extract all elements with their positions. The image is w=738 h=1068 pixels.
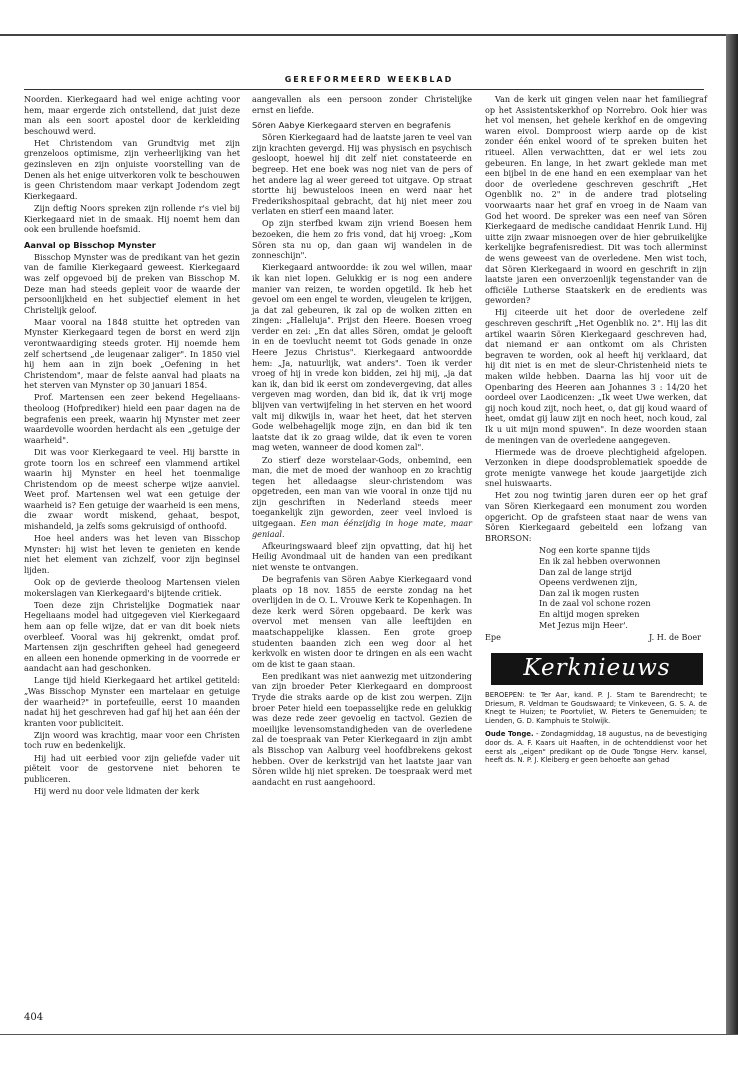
signature-line (485, 632, 707, 643)
top-rule (0, 34, 738, 36)
news-text: te Ter Aar, kand. P. J. Stam te Barendrecht; te Driesum, R. Veldman te Goudswaard; te Vinkeveen, G. S. A. de Knegt te Huizen; te Poortvliet, W. Pieters te Genemuiden; te Lienden, G. D. Kamphuis te Stolwijk. (485, 690, 707, 726)
paragraph: Zijn woord was krachtig, maar voor een Christen toch ruw en bedenkelijk. (24, 729, 240, 751)
news-item (485, 691, 707, 726)
paragraph: Een predikant was niet aanwezig met uitzondering van zijn broeder Peter Kierkegaard en domproost Tryde die straks aarde op de kist zou werpen. Zijn broer Peter hield een toepasselijke rede en gelukkig was deze rede zeer gevoelig en tactvol. Gezien de moeilijke levensomstandigheden van de overledene zal de toespraak van Peter Kierkegaard in zijn ambt als Bisschop van Aalburg veel hoofdbrekens gekost hebben. Over de kerkstrijd van het laatste jaar van Sören wilde hij niet spreken. De toespraak werd met aandacht en rust aangehoord. (252, 670, 472, 787)
page-edge-shadow (726, 34, 738, 1034)
news-text: - Zondagmiddag, 18 augustus, na de bevestiging door ds. A. F. Kaars uit Haaften, in de ochtenddienst voor het eerst als „eigen" predikant op de Oude Tongse Herv. kansel, heeft ds. N. P. J. Kleiberg er geen behoefte aan gehad (485, 729, 707, 765)
paragraph: Hiermede was de droeve plechtigheid afgelopen. Verzonken in diepe doodsproblematiek spoedde de grote menigte vanwege het koude jaargetijde zich snel huiswaarts. (485, 446, 707, 489)
paragraph: Hij had uit eerbied voor zijn geliefde vader uit piëteit voor de gestorvene niet behoren te publiceren. (24, 752, 240, 784)
paragraph: Van de kerk uit gingen velen naar het familiegraf op het Assistentskerkhof op Norrebro. Ook hier was het vol mensen, het gehele kerkhof en de omgeving waren eivol. Domproost wierp aarde op de kist zonder één enkel woord of te spreken buiten het ritueel. Allen verwachtten, dat er wel iets zou gebeuren. En lange, in het zwart geklede man met een bijbel in de ene hand en een exemplaar van het door de overledene geschreven geschrift „Het Ogenblik no. 2" in de andere trad plotseling voorwaarts naar het graf en vroeg in de Naam van God het woord. De spreker was een neef van Sören Kierkegaard de medische candidaat Henrik Lund. Hij uitte zijn zwaar misnoegen over de hier gebruikelijke kerkelijke begrafenisrediest. Dit was toch allerminst de wens geweest van de overledene. Men wist toch, dat Sören Kierkegaard in woord en geschrift in zijn laatste jaren een onverzoenlijk tegenstander van de officiële Lutherse Staatskerk en de eredients was geworden? (485, 94, 707, 306)
signature-place: Epe (485, 632, 501, 643)
paragraph: Dit was voor Kierkegaard te veel. Hij barstte in grote toorn los en schreef een vlammend artikel waarin hij Mynster en heel het toenmalige Christendom op de meest scherpe wijze aanviel. Weet prof. Martensen wel wat een getuige der waarheid is? Een getuige der waarheid is een mens, die zwaar wordt miskend, gehaat, bespot, mishandeld, ja zelfs soms gekruisigd of onthoofd. (24, 446, 240, 532)
poem-line: Met Jezus mijn Heer'. (539, 619, 629, 630)
poem-line: En ik zal hebben overwonnen (539, 556, 661, 567)
paragraph: Ook op de gevierde theoloog Martensen vielen mokerslagen van Kierkegaard's bijtende critiek. (24, 577, 240, 598)
emphasis-text: Een man éénzijdig in hoge mate, maar geniaal. (252, 518, 472, 539)
paragraph (252, 455, 472, 540)
paragraph: Zijn deftig Noors spreken zijn rollende r's viel bij Kierkegaard niet in de smaak. Hij noemt hem dan ook een brullende hoefsmid. (24, 202, 240, 235)
kerknieuws-banner: Kerknieuws (491, 653, 703, 685)
column-2 (252, 94, 472, 789)
header-rule (24, 89, 704, 90)
church-news (485, 691, 707, 765)
paragraph: Kierkegaard antwoordde: ik zou wel willen, maar ik kan niet lopen. Gelukkig er is nog een andere manier van reizen, te worden opgetild. Ik heb het gevoel om een engel te worden, vleugelen te krijgen, ja dat zal gebeuren, ik zal op de wolken zitten en zingen: „Halleluja". Prijst den Heere. Boesen vroeg verder en zei: „En dat alles Sören, omdat je gelooft in en de toevlucht neemt tot Gods genade in onze Heere Jezus Christus". Kierkegaard antwoordde hem: „Ja, natuurlijk, wat anders". Toen ik verder vroeg of hij in vrede kon bidden, zei hij mij, „ja dat kan ik, dan bid ik eerst om zondevergeving, dat alles vergeven mag worden, dan bid ik, dat ik vrij moge blijven van vertwijfeling in het sterven en het woord valt mij dikwijls in, waar het heet, dat het sterven Gode welbehagelijk moge zijn, en dan bid ik ten laatste dat ik zo graag wilde, dat ik even te voren mag weten, wanneer de dood komen zal". (252, 262, 472, 453)
paragraph: Op zijn sterfbed kwam zijn vriend Boesen hem bezoeken, die hem zo fris vond, dat hij vroeg: „Kom Sören sta nu op, dan gaan wij wandelen in de zonneschijn". (252, 218, 472, 261)
running-header: GEREFORMEERD WEEKBLAD (284, 75, 454, 84)
paragraph: De begrafenis van Sören Aabye Kierkegaard vond plaats op 18 nov. 1855 de eerste zondag na het overlijden in de O. L. Vrouwe Kerk te Kopenhagen. In deze kerk werd Sören opgebaard. De kerk was overvol met mensen van alle leeftijden en maatschappelijke klassen. Een grote groep studenten baanden zich een weg door al het kerkvolk en wisten door te dringen en als een wacht om de kist te gaan staan. (252, 574, 472, 669)
paragraph: Toen deze zijn Christelijke Dogmatiek naar Hegeliaans model had uitgegeven viel Kierkegaard hem aan op felle wijze, dat er van dit boek niets overbleef. Vooral was hij gekrenkt, omdat prof. Martensen zijn geschriften geheel had genegeerd en alleen een honende opmerking in de voorrede er aandacht aan had geschonken. (24, 599, 240, 674)
paragraph: Sören Kierkegaard had de laatste jaren te veel van zijn krachten gevergd. Hij was physisch en psychisch gesloopt, hoewel hij dit zelf niet constateerde en begreep. Het ene boek was nog niet van de pers of het andere lag al weer gereed tot uitgave. Op straat stortte hij bewusteloos ineen en werd naar het Frederikshospitaal gebracht, dat hij niet meer zou verlaten en stierf een maand later. (252, 132, 472, 217)
poem (539, 545, 707, 630)
paragraph: Hoe heel anders was het leven van Bisschop Mynster: hij wist het leven te genieten en kende niet het element van zichzelf, voor zijn beginsel lijden. (24, 533, 240, 575)
paragraph: Lange tijd hield Kierkegaard het artikel getiteld: „Was Bisschop Mynster een martelaar en getuige der waarheid?" in portefeuille, eerst 10 maanden nadat hij het geschreven had gaf hij het aan één der kranten voor publiciteit. (24, 675, 240, 728)
paragraph: Prof. Martensen een zeer bekend Hegeliaans-theoloog (Hofprediker) hield een paar dagen na de begrafenis een preek, waarin hij Mynster met zeer waardevolle woorden herdacht als een „getuige der waarheid". (24, 392, 240, 445)
poem-line: En altijd mogen spreken (539, 609, 640, 619)
page-number: 404 (24, 1012, 44, 1023)
poem-line: Opeens verdwenen zijn, (539, 577, 638, 588)
paragraph: Noorden. Kierkegaard had wel enige achting voor hem, maar ergerde zich ontstellend, dat juist deze man als een soort apostel door de kerkleiding beschouwd werd. (24, 94, 240, 136)
paragraph: Hij werd nu door vele lidmaten der kerk (34, 785, 200, 796)
paragraph: Het zou nog twintig jaren duren eer op het graf van Sören Kierkegaard een monument zou worden opgericht. Op de grafsteen staat naar de wens van Sören Kierkegaard gebeiteld een lofzang van BRORSON: (485, 490, 707, 543)
paragraph: Bisschop Mynster was de predikant van het gezin van de familie Kierkegaard geweest. Kierkegaard was zelf opgevoed bij de preken van Bisschop M. Deze man had steeds gepleit voor de waarde der persoonlijkheid en het subjectief element in het Christelijk geloof. (24, 251, 240, 315)
paragraph: Hij citeerde uit het door de overledene zelf geschreven geschrift „Het Ogenblik no. 2". Hij las dit artikel waarin Sören Kierkegaard geschreven had, dat niemand er aan ontkomt om als Christen begraven te worden, ook al heeft hij verklaard, dat hij dit niet is en met de sleur-Christenheid niets te maken wilde hebben. Daarna las hij voor uit de Openbaring des Heeren aan Johannes 3 : 14/20 het oordeel over Laodicenzen: „Ik weet Uwe werken, dat gij noch koud zijt, noch heet, o, dat gij koud waard of heet, omdat gij lauw zijt en noch heet, noch koud, zal Ik u uit mijn mond spuwen". In deze woorden staan de meningen van de overledene aangegeven. (485, 307, 707, 445)
paragraph: Het Christendom van Grundtvig met zijn grenzeloos optimisme, zijn verheerlijking van het gezinsleven en zijn onjuiste voorstelling van de Denen als het enige uitverkoren volk te beschouwen is geen Christendom maar verkapt Jodendom zegt Kierkegaard. (24, 137, 240, 201)
news-label: BEROEPEN: (485, 690, 525, 699)
column-1 (24, 94, 240, 798)
news-item (485, 730, 707, 765)
poem-line: Nog een korte spanne tijds (539, 545, 650, 556)
poem-line: In de zaal vol schone rozen (539, 598, 651, 609)
section-heading: Aanval op Bisschop Mynster (24, 239, 156, 250)
poem-line: Dan zal de lange strijd (539, 566, 632, 577)
paragraph: Afkeuringswaard bleef zijn opvatting, dat hij het Heilig Avondmaal uit de handen van een predikant niet wenste te ontvangen. (252, 540, 472, 572)
news-label: Oude Tonge. (485, 729, 534, 738)
signature-author: J. H. de Boer (649, 632, 701, 643)
section-heading: Sören Aabye Kierkegaard sterven en begrafenis (252, 120, 451, 131)
column-3 (485, 94, 707, 769)
paragraph: Maar vooral na 1848 stuitte het optreden van Mynster Kierkegaard tegen de borst en werd zijn verontwaardiging steeds groter. Hij noemde hem zelf schertsend „de leugenaar zaliger". In 1850 viel hij hem aan in zijn boek „Oefening in het Christendom", maar de felste aanval had plaats na het sterven van Mynster op 30 januari 1854. (24, 316, 240, 391)
bottom-rule (0, 1034, 738, 1035)
poem-line: Dan zal ik mogen rusten (539, 587, 640, 598)
paragraph: aangevallen als een persoon zonder Christelijke ernst en liefde. (252, 94, 472, 115)
paragraph-text: Zo stierf deze worstelaar-Gods, onbemind, een man, die met de moed der wanhoop en zo krachtig tegen het alledaagse sleur-christendom was opgetreden, een man van wie vooral in onze tijd nu zijn geschriften in Nederland steeds meer toegankelijk zijn geworden, zeer veel invloed is uitgegaan. (252, 454, 472, 529)
